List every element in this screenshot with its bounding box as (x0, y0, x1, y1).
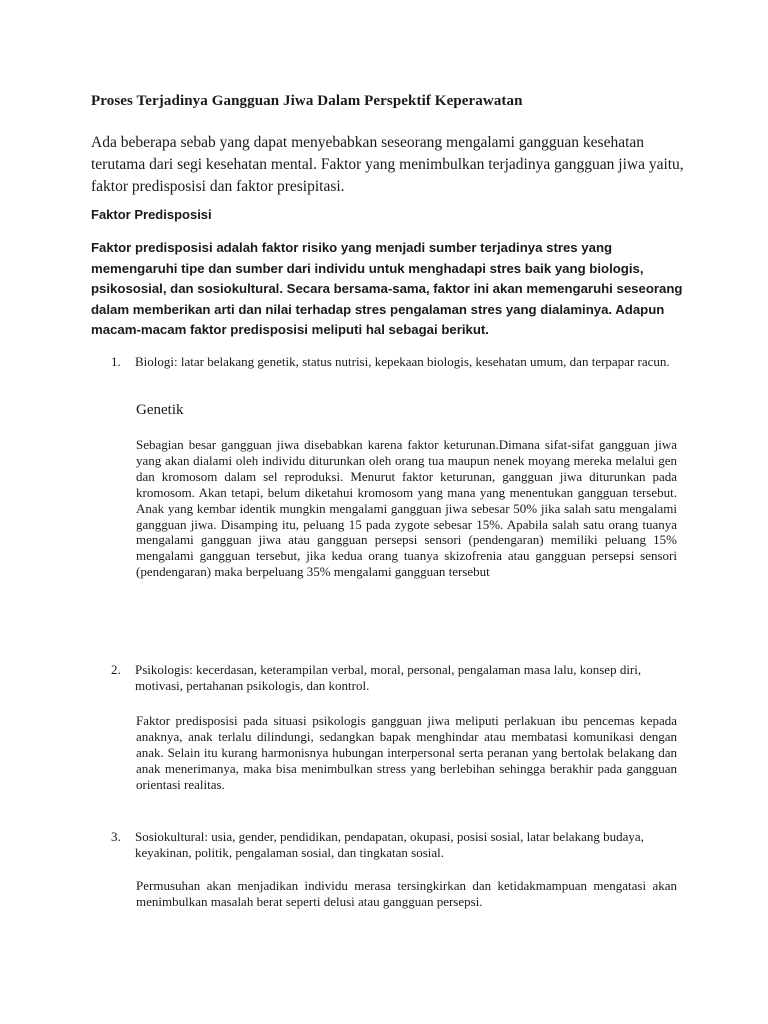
list-item-number: 2. (111, 662, 121, 677)
intro-paragraph: Ada beberapa sebab yang dapat menyebabkan seseorang mengalami gangguan kesehatan terutama dari segi kesehatan mental. Faktor yang menimbulkan terjadinya gangguan jiwa yaitu, faktor predisposisi dan faktor presipitasi. (91, 134, 684, 195)
subheading-genetik: Genetik (136, 402, 184, 418)
genetik-paragraph: Sebagian besar gangguan jiwa disebabkan karena faktor keturunan.Dimana sifat-sifat gangguan jiwa yang akan dialami oleh individu diturunkan oleh orang tua maupun nenek moyang mereka melalui gen dan kromosom dalam sel reproduksi. Menurut faktor keturunan, gangguan jiwa diturunkan pada kromosom. Akan tetapi, belum diketahui kromosom yang mana yang menentukan gangguan tersebut. Anak yang kembar identik mungkin mengalami gangguan jiwa sebesar 50% jika salah satu mengalami gangguan jiwa. Disamping itu, peluang 15 pada zygote sebesar 15%. Apabila salah satu orang tuanya mengalami gangguan jiwa atau gangguan persepsi sensori (pendengaran) memiliki peluang 15% mengalami gangguan tersebut, jika kedua orang tuanya skizofrenia atau gangguan persepsi sensori (pendengaran) maka berpeluang 35% mengalami gangguan tersebut (136, 437, 677, 580)
list-item-text: Sosiokultural: usia, gender, pendidikan, pendapatan, okupasi, posisi sosial, latar belakang budaya, keyakinan, politik, pengalaman sosial, dan tingkatan sosial. (135, 829, 644, 860)
list-item-number: 3. (111, 829, 121, 844)
section-heading: Faktor Predisposisi (91, 207, 212, 222)
sosiokultural-paragraph: Permusuhan akan menjadikan individu merasa tersingkirkan dan ketidakmampuan mengatasi akan menimbulkan masalah berat seperti delusi atau gangguan persepsi. (136, 878, 677, 909)
list-item-text: Biologi: latar belakang genetik, status nutrisi, kepekaan biologis, kesehatan umum, dan terpapar racun. (135, 354, 670, 369)
psikologis-paragraph: Faktor predisposisi pada situasi psikologis gangguan jiwa meliputi perlakuan ibu pencemas kepada anaknya, anak terlalu dilindungi, sedangkan bapak menghindar atau membatasi komunikasi dengan anak. Selain itu kurang harmonisnya hubungan interpersonal serta peranan yang bertolak belakang dan anak menerimanya, maka bisa menimbulkan stress yang berlebihan sehingga berakhir pada gangguan orientasi realitas. (136, 713, 677, 792)
section-paragraph: Faktor predisposisi adalah faktor risiko yang menjadi sumber terjadinya stres yang memengaruhi tipe dan sumber dari individu untuk menghadapi stres baik yang biologis, psikososial, dan sosiokultural. Secara bersama-sama, faktor ini akan memengaruhi seseorang dalam memberikan arti dan nilai terhadap stres pengalaman stres yang dialaminya. Adapun macam-macam faktor predisposisi meliputi hal sebagai berikut. (91, 240, 683, 337)
document-title: Proses Terjadinya Gangguan Jiwa Dalam Perspektif Keperawatan (91, 93, 523, 109)
list-item-number: 1. (111, 354, 121, 369)
list-item-text: Psikologis: kecerdasan, keterampilan verbal, moral, personal, pengalaman masa lalu, konsep diri, motivasi, pertahanan psikologis, dan kontrol. (135, 662, 642, 693)
